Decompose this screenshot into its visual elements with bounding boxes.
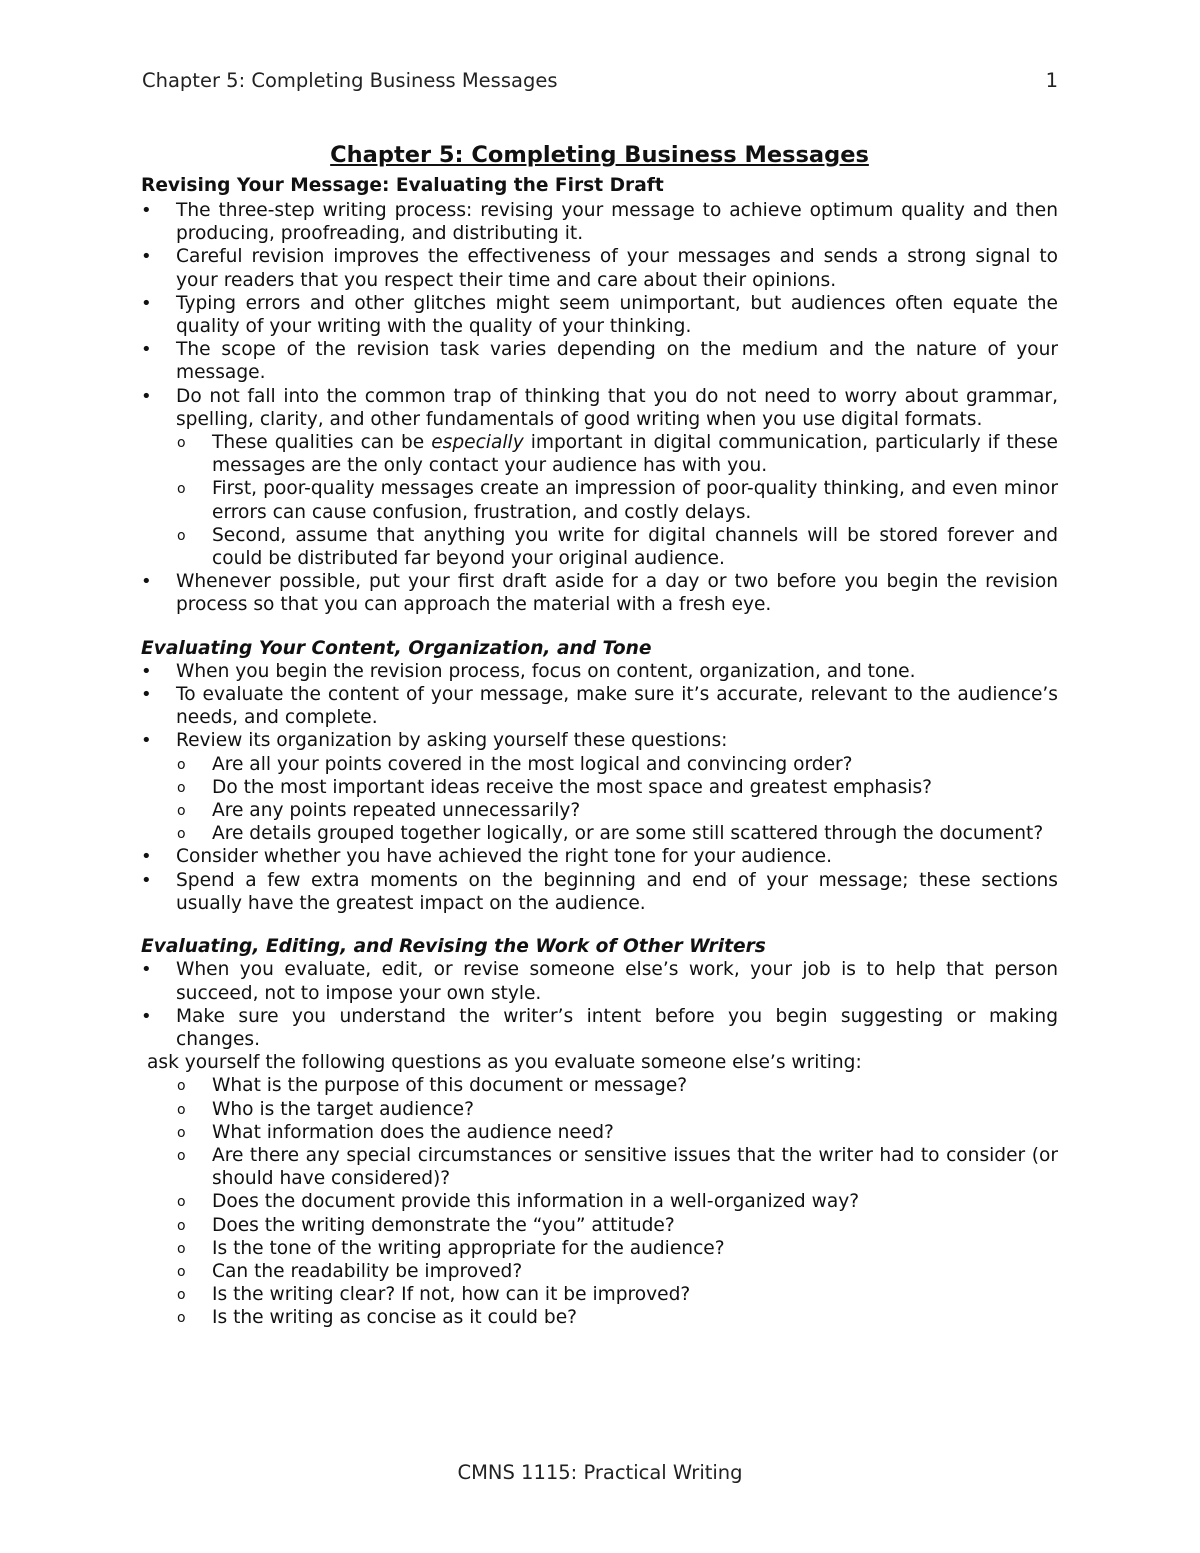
sub-list-item-text: These qualities can be	[212, 432, 432, 454]
list-item: • Typing errors and other glitches might seem unimportant, but audiences often equate the quality of your writing with the quality of your thinking.	[141, 292, 1058, 338]
list-item: • Make sure you understand the writer’s intent before you begin suggesting or making changes.	[141, 1005, 1058, 1051]
spacer	[141, 915, 1058, 935]
questions-list	[141, 1074, 1058, 1329]
emphasis-text: especially	[431, 432, 524, 454]
other-writers-bullet-list	[141, 958, 1058, 1051]
list-item: • Consider whether you have achieved the right tone for your audience.	[141, 845, 1058, 868]
list-item: • Careful revision improves the effectiveness of your messages and sends a strong signal to your readers that you respect their time and care about their opinions.	[141, 245, 1058, 291]
list-item: • Spend a few extra moments on the beginning and end of your message; these sections usually have the greatest impact on the audience.	[141, 869, 1058, 915]
sub-list-item: o What information does the audience need?	[141, 1121, 1058, 1144]
spacer	[141, 617, 1058, 637]
document-body	[141, 140, 1058, 1330]
sub-list-item: o Second, assume that anything you write for digital channels will be stored forever and could be distributed far beyond your original audience.	[141, 524, 1058, 570]
sub-list-item: o Who is the target audience?	[141, 1098, 1058, 1121]
sub-list-item: o Can the readability be improved?	[141, 1260, 1058, 1283]
sub-list-item: o Are there any special circumstances or sensitive issues that the writer had to consider (or should have considered)?	[141, 1144, 1058, 1190]
list-item: • To evaluate the content of your message, make sure it’s accurate, relevant to the audience’s needs, and complete.	[141, 683, 1058, 729]
sub-list-item: o What is the purpose of this document or message?	[141, 1074, 1058, 1097]
sub-list-item: o Is the writing clear? If not, how can it be improved?	[141, 1283, 1058, 1306]
section-heading-content-organization-tone: Evaluating Your Content, Organization, and Tone	[141, 637, 652, 659]
content-bullet-list	[141, 660, 1058, 915]
sub-list-item: o Are all your points covered in the most logical and convincing order?	[141, 753, 1058, 776]
list-item: • The scope of the revision task varies depending on the medium and the nature of your message.	[141, 338, 1058, 384]
list-item: • The three-step writing process: revising your message to achieve optimum quality and then producing, proofreading, and distributing it.	[141, 199, 1058, 245]
sub-list-item	[141, 431, 1058, 477]
list-item: • When you evaluate, edit, or revise someone else’s work, your job is to help that person succeed, not to impose your own style.	[141, 958, 1058, 1004]
sub-list-item: o Is the writing as concise as it could be?	[141, 1306, 1058, 1329]
page-number: 1	[1045, 69, 1058, 92]
list-item: • Do not fall into the common trap of thinking that you do not need to worry about grammar, spelling, clarity, and other fundamentals of good writing when you use digital formats.	[141, 385, 1058, 431]
sub-list-item: o Are details grouped together logically, or are some still scattered through the document?	[141, 822, 1058, 845]
sub-list-item-text: important in digital communication, particularly if these messages are the only contact your audience has with you.	[212, 432, 1058, 477]
sub-list-item: o Are any points repeated unnecessarily?	[141, 799, 1058, 822]
list-item: • Review its organization by asking yourself these questions:	[141, 729, 1058, 752]
page-header	[142, 68, 1058, 94]
document-title: Chapter 5: Completing Business Messages	[330, 142, 869, 168]
sub-list-item: o Does the document provide this information in a well-organized way?	[141, 1190, 1058, 1213]
section-heading-other-writers: Evaluating, Editing, and Revising the Work of Other Writers	[141, 936, 766, 958]
list-item: • Whenever possible, put your first draft aside for a day or two before you begin the revision process so that you can approach the material with a fresh eye.	[141, 570, 1058, 616]
revising-bullet-list	[141, 199, 1058, 617]
sub-list-item: o Do the most important ideas receive the most space and greatest emphasis?	[141, 776, 1058, 799]
list-item: • When you begin the revision process, focus on content, organization, and tone.	[141, 660, 1058, 683]
questions-intro: ask yourself the following questions as you evaluate someone else’s writing:	[147, 1052, 862, 1074]
section-heading-revising: Revising Your Message: Evaluating the First Draft	[141, 175, 664, 196]
header-title: Chapter 5: Completing Business Messages	[142, 69, 558, 92]
sub-list-item: o Does the writing demonstrate the “you” attitude?	[141, 1214, 1058, 1237]
sub-list-item: o Is the tone of the writing appropriate for the audience?	[141, 1237, 1058, 1260]
page-footer: CMNS 1115: Practical Writing	[457, 1461, 743, 1484]
sub-list-item: o First, poor-quality messages create an impression of poor-quality thinking, and even minor errors can cause confusion, frustration, and costly delays.	[141, 477, 1058, 523]
